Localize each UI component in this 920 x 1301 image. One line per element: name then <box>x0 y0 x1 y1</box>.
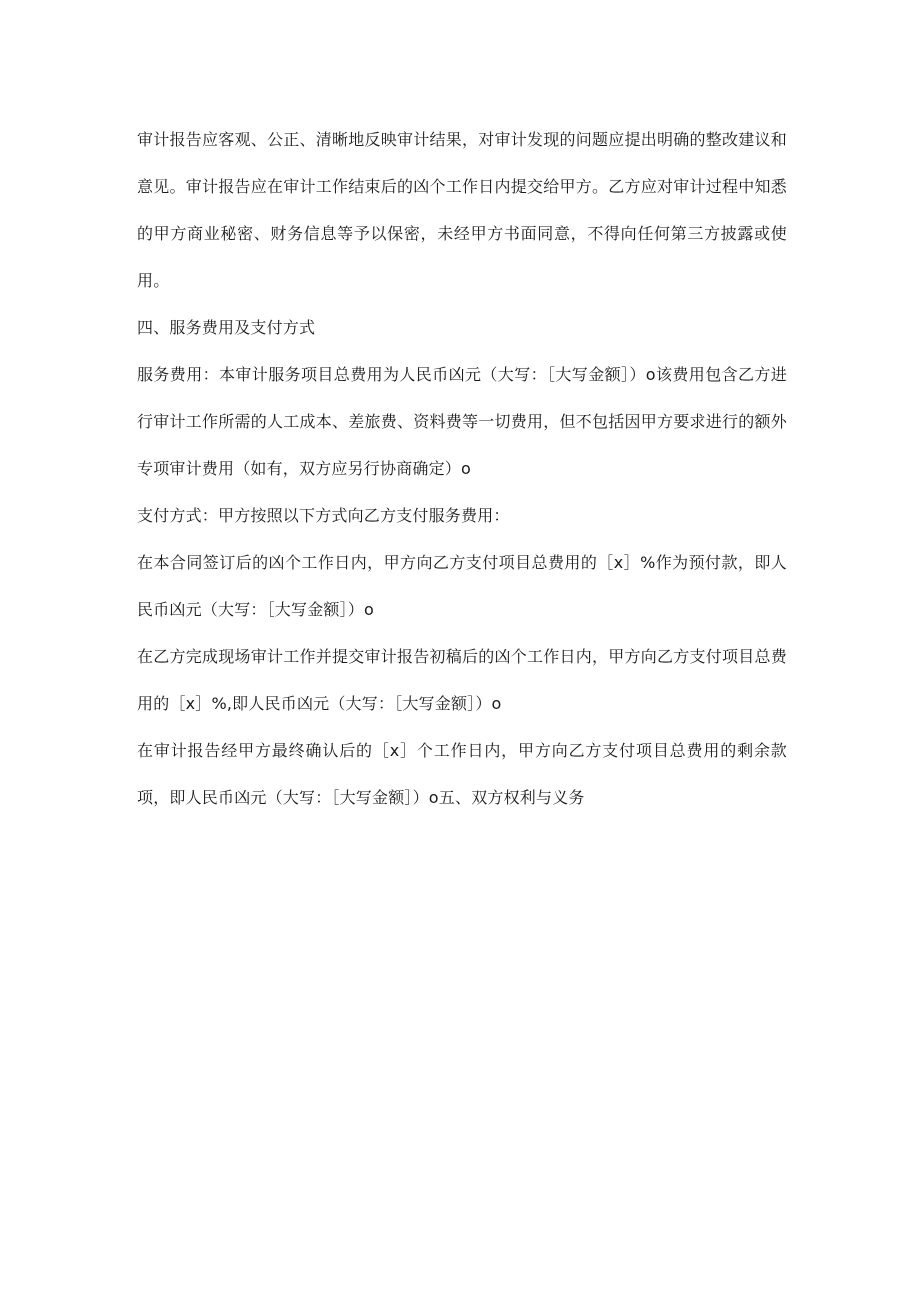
document-body <box>137 116 787 821</box>
section-heading-fees-payment: 四、服务费用及支付方式 <box>137 318 316 337</box>
paragraph-audit-report: 审计报告应客观、公正、清晰地反映审计结果，对审计发现的问题应提出明确的整改建议和意见。审计报告应在审计工作结束后的凶个工作日内提交给甲方。乙方应对审计过程中知悉的甲方商业秘密、财务信息等予以保密，未经甲方书面同意，不得向任何第三方披露或使用。 <box>137 130 787 290</box>
paragraph-advance-payment: 在本合同签订后的凶个工作日内，甲方向乙方支付项目总费用的［x］%作为预付款，即人民币凶元（大写：［大写金额］）o <box>137 553 787 619</box>
paragraph-service-fee: 服务费用：本审计服务项目总费用为人民币凶元（大写：［大写金额］）o该费用包含乙方进行审计工作所需的人工成本、差旅费、资料费等一切费用，但不包括因甲方要求进行的额外专项审计费用（如有，双方应另行协商确定）o <box>137 365 787 478</box>
paragraph-interim-payment: 在乙方完成现场审计工作并提交审计报告初稿后的凶个工作日内，甲方向乙方支付项目总费用的［x］%,即人民币凶元（大写：［大写金额］）o <box>137 647 787 713</box>
paragraph-payment-method: 支付方式：甲方按照以下方式向乙方支付服务费用： <box>137 506 510 525</box>
paragraph-final-payment: 在审计报告经甲方最终确认后的［x］个工作日内，甲方向乙方支付项目总费用的剩余款项，即人民币凶元（大写：［大写金额］）o五、双方权利与义务 <box>137 741 787 807</box>
